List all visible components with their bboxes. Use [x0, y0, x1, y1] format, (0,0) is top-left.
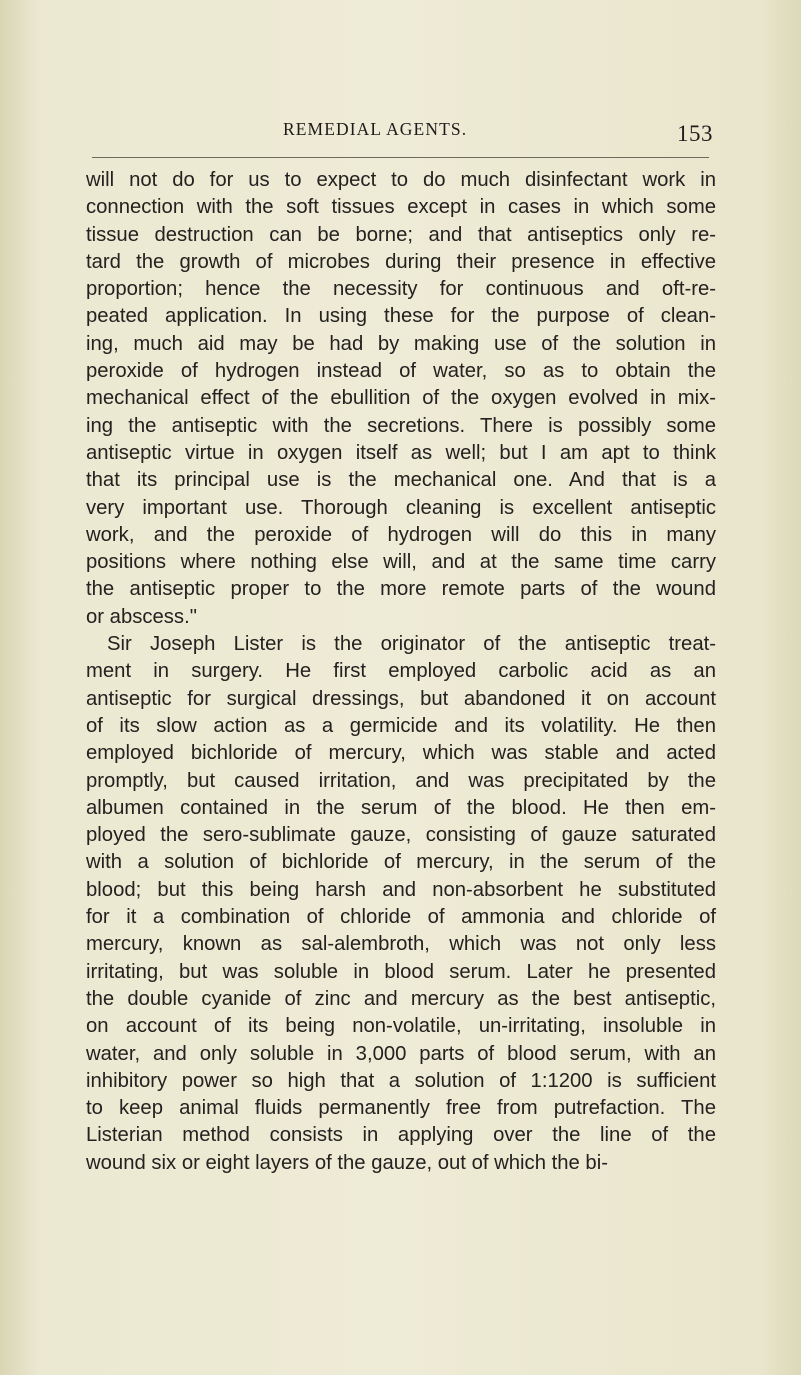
text-line: work, and the peroxide of hydrogen will do this in many: [86, 523, 716, 546]
text-line: peated application. In using these for the purpose of clean-: [86, 305, 716, 328]
text-line: promptly, but caused irritation, and was precipitated by the: [86, 769, 716, 792]
text-line: water, and only soluble in 3,000 parts of blood serum, with an: [86, 1042, 716, 1065]
page-header: [88, 113, 713, 153]
text-line: tissue destruction can be borne; and that antiseptics only re-: [86, 223, 716, 246]
text-line: the double cyanide of zinc and mercury as the best antiseptic,: [86, 987, 716, 1010]
text-line: employed bichloride of mercury, which was stable and acted: [86, 742, 716, 765]
body-text: [86, 167, 716, 1177]
text-line: blood; but this being harsh and non-absorbent he substituted: [86, 878, 716, 901]
text-line: with a solution of bichloride of mercury, in the serum of the: [86, 851, 716, 874]
text-line: inhibitory power so high that a solution of 1:1200 is sufficient: [86, 1069, 716, 1092]
text-line: antiseptic for surgical dressings, but abandoned it on account: [86, 687, 716, 710]
text-line: that its principal use is the mechanical one. And that is a: [86, 469, 716, 492]
text-line: albumen contained in the serum of the blood. He then em-: [86, 796, 716, 819]
text-line: on account of its being non-volatile, un-irritating, insoluble in: [86, 1015, 716, 1038]
text-line: the antiseptic proper to the more remote parts of the wound: [86, 578, 716, 601]
text-line: Sir Joseph Lister is the originator of the antiseptic treat-: [107, 633, 716, 656]
header-rule: [92, 157, 709, 158]
running-title: REMEDIAL AGENTS.: [283, 119, 468, 139]
paragraph-1: [86, 167, 716, 631]
text-line: mercury, known as sal-alembroth, which was not only less: [86, 933, 716, 956]
page-number: 153: [677, 121, 713, 146]
text-line: ployed the sero-sublimate gauze, consisting of gauze saturated: [86, 824, 716, 847]
text-line: connection with the soft tissues except in cases in which some: [86, 196, 716, 219]
text-line: Listerian method consists in applying over the line of the: [86, 1124, 716, 1147]
text-line: irritating, but was soluble in blood serum. Later he presented: [86, 960, 716, 983]
text-line: ing, much aid may be had by making use of the solution in: [86, 332, 716, 355]
text-line: tard the growth of microbes during their presence in effective: [86, 250, 716, 273]
text-line: proportion; hence the necessity for continuous and oft-re-: [86, 278, 716, 301]
text-line: peroxide of hydrogen instead of water, so as to obtain the: [86, 360, 716, 383]
text-line: for it a combination of chloride of ammonia and chloride of: [86, 906, 716, 929]
text-line: ment in surgery. He first employed carbolic acid as an: [86, 660, 716, 683]
text-line: will not do for us to expect to do much disinfectant work in: [86, 169, 716, 191]
text-line: mechanical effect of the ebullition of the oxygen evolved in mix-: [86, 387, 716, 410]
text-line: wound six or eight layers of the gauze, out of which the bi-: [86, 1151, 608, 1174]
paragraph-2: [86, 631, 716, 1177]
text-line: or abscess.": [86, 605, 197, 628]
text-line: of its slow action as a germicide and its volatility. He then: [86, 714, 716, 737]
text-line: ing the antiseptic with the secretions. There is possibly some: [86, 414, 716, 437]
text-line: to keep animal fluids permanently free from putrefaction. The: [86, 1097, 716, 1120]
text-line: very important use. Thorough cleaning is excellent antiseptic: [86, 496, 716, 519]
text-line: antiseptic virtue in oxygen itself as well; but I am apt to think: [86, 441, 716, 464]
text-line: positions where nothing else will, and at the same time carry: [86, 551, 716, 574]
